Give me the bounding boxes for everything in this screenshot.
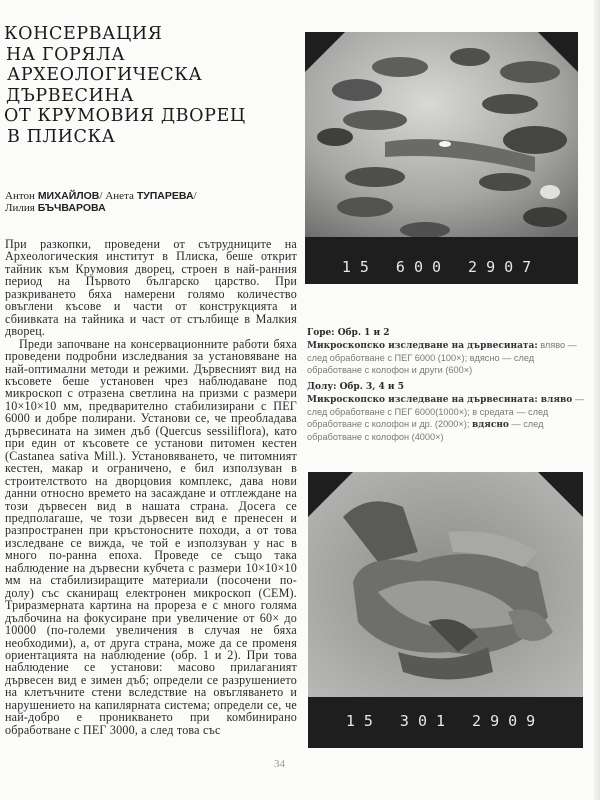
article-title [4,24,304,148]
author-last-name: БЪЧВАРОВА [37,202,106,214]
author-separator: / [193,190,197,202]
micrograph-image [308,472,583,748]
caption-heading: Долу: Обр. 3, 4 и 5 [307,382,404,392]
caption-bold: Микроскопско изследване на дървесината: [307,395,538,405]
author-first-name: Лилия [5,202,35,214]
caption-heading: Горе: Обр. 1 и 2 [307,328,390,338]
author-separator: / [99,190,103,202]
micrograph-image [305,32,578,284]
page-number: 34 [274,758,285,770]
caption-bold: Микроскопско изследване на дървесината: [307,341,538,351]
body-paragraph: Преди започване на консервационните работи бяха проведени подробни изследвания за установяване на най-оптимални методи и режими. Дървесният вид на късовете беше установен чрез наблюдаване под микроскоп с отразена светлина на призми с размери 10×10×10 мм, предварително стабилизирани с ПЕГ 6000 и добре полирани. Установи се, че преобладава дървесината на зимен дъб (Quercus sessiliflora), като при един от късовете се установи питомен кестен (Castanea sativa Mill.). Установяването, че питомният кестен, макар и ограничено, е бил използуван в строителството на дворцовия комплекс, дава нови данни относно времето на засаждане и отглеждане на този дървесен вид в нашата страна. Досега се предполагаше, че този дървесен вид е пренесен и разпространен при кръстоносните походи, а от това изследване се вижда, че той е използуван у нас в много по-ранна епоха. Проведе се също така наблюдение на дървесни кубчета с размери 10×10×10 мм на стабилизиращите материали (посочени по-долу) със сканиращ електронен микроскоп (СЕМ). Триразмерната картина на прореза е с много голяма дълбочина на фокусиране при увеличение от 60× до 10000 (по-големи увеличения в случая не бяха необходими), а, от друга страна, може да се променя ориентацията на наблюдение (обр. 1 и 2). При това наблюдение се установи: масово прилаганият дървесен вид е зимен дъб; определи се разрушението на клетъчните стени вследствие на овъгляването и нарушението на капилярната система; определи се, че най-добро е проникването при комбинирано обработване с ПЕГ 3000, а след това със [5,336,297,737]
title-line: АРХЕОЛОГИЧЕСКА [7,65,203,86]
title-line: НА ГОРЯЛА [6,44,126,65]
sem-micrograph-top [305,32,578,284]
caption-text: — след обработване с ПЕГ 6000(1000×); в средата — след обработване с колофон и др. (2000×); [307,394,585,429]
svg-text:15 600 2907: 15 600 2907 [341,258,541,276]
figure-caption-bottom [307,381,589,443]
author-first-name: Антон [5,190,35,202]
author-first-name: Анета [105,190,134,202]
figure-caption-top [307,327,589,376]
author-last-name: ТУПАРЕВА [136,190,194,202]
caption-text: — след обработване с колофон (4000×) [307,419,544,442]
sem-micrograph-bottom [308,472,583,748]
caption-text: вляво — след обработване с ПЕГ 6000 (100×); вдясно — след обработване с колофон и други (600×) [307,340,577,375]
title-line: КОНСЕРВАЦИЯ [4,24,163,44]
title-line: ОТ КРУМОВИЯ ДВОРЕЦ [4,106,246,127]
caption-bold-right: вдясно [471,420,509,430]
title-line: ДЪРВЕСИНА [6,85,135,106]
article-body [5,238,297,736]
page-edge-shadow [594,0,600,800]
body-paragraph: При разкопки, проведени от сътрудниците на Археологическия институт в Плиска, беше открит тайник към Крумовия дворец, строен в най-ранния период на Първото българско царство. При разкриването бяха намерени голямо количество овъглени късове и части от конструкцията и сбиивката на тайника и част от стълбище в Малкия дворец. [5,237,297,339]
title-line: В ПЛИСКА [7,126,116,147]
caption-bold-left: вляво [537,395,573,405]
svg-text:15 301 2909: 15 301 2909 [345,712,545,730]
author-last-name: МИХАЙЛОВ [37,190,100,202]
article-authors [5,190,295,214]
